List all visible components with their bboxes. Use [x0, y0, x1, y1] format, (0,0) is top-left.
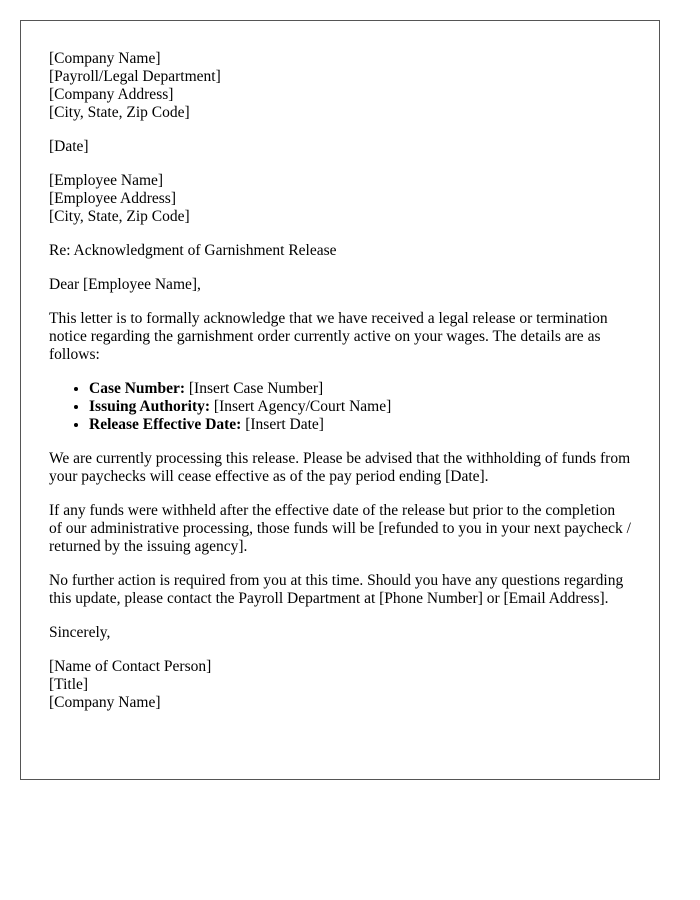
salutation: Dear [Employee Name], — [49, 276, 201, 293]
refund-paragraph: If any funds were withheld after the effective date of the release but prior to the completion of our administrative processing, those funds will be [refunded to you in your next paycheck / returned by the issuing agency]. — [49, 502, 631, 555]
subject-line: Re: Acknowledgment of Garnishment Release — [49, 242, 337, 259]
detail-value: [Insert Date] — [241, 416, 324, 433]
date-block — [49, 138, 631, 156]
signature-contact-name: [Name of Contact Person] — [49, 658, 212, 675]
letter-date: [Date] — [49, 138, 89, 155]
sender-city-state-zip: [City, State, Zip Code] — [49, 104, 190, 121]
sender-department: [Payroll/Legal Department] — [49, 68, 221, 85]
detail-value: [Insert Agency/Court Name] — [210, 398, 392, 415]
detail-label: Case Number: — [89, 380, 185, 397]
detail-item-release-date — [89, 416, 631, 434]
letter-document — [20, 20, 660, 780]
processing-paragraph: We are currently processing this release. Please be advised that the withholding of funds from your paychecks will cease effective as of the pay period ending [Date]. — [49, 450, 631, 485]
recipient-block — [49, 172, 631, 226]
sender-company-name: [Company Name] — [49, 50, 161, 67]
detail-label: Issuing Authority: — [89, 398, 211, 415]
intro-paragraph: This letter is to formally acknowledge that we have received a legal release or termination notice regarding the garnishment order currently active on your wages. The details are as follows: — [49, 310, 608, 363]
recipient-city-state-zip: [City, State, Zip Code] — [49, 208, 190, 225]
detail-value: [Insert Case Number] — [185, 380, 324, 397]
details-list — [49, 380, 631, 434]
closing-paragraph: No further action is required from you at this time. Should you have any questions regarding this update, please contact the Payroll Department at [Phone Number] or [Email Address]. — [49, 572, 624, 607]
recipient-address: [Employee Address] — [49, 190, 176, 207]
detail-item-case-number — [89, 380, 631, 398]
sender-address: [Company Address] — [49, 86, 174, 103]
recipient-name: [Employee Name] — [49, 172, 164, 189]
sign-off: Sincerely, — [49, 624, 111, 641]
signature-company-name: [Company Name] — [49, 694, 161, 711]
detail-label: Release Effective Date: — [89, 416, 242, 433]
sender-block — [49, 50, 631, 122]
signature-title: [Title] — [49, 676, 89, 693]
detail-item-issuing-authority — [89, 398, 631, 416]
signature-block — [49, 658, 631, 712]
